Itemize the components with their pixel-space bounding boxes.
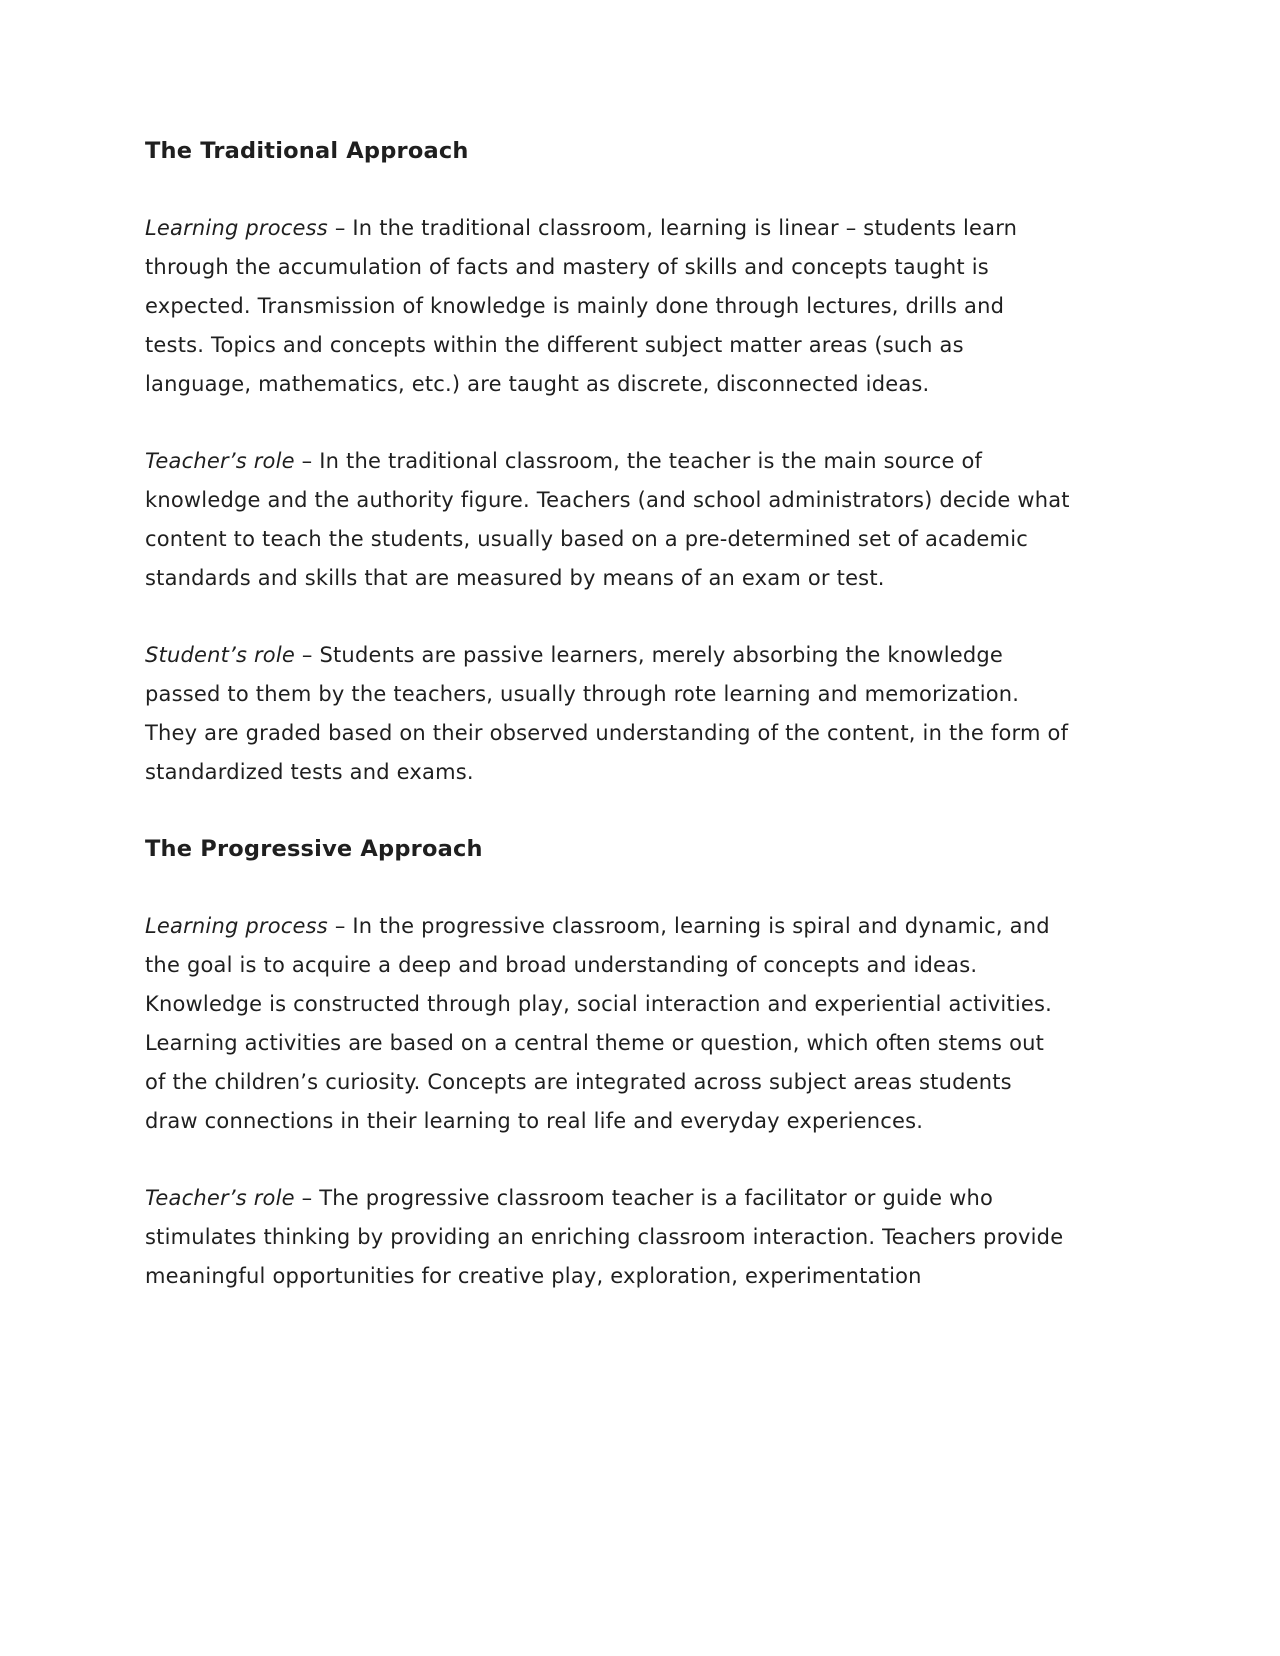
paragraph-text: – The progressive classroom teacher is a facilitator or guide who stimulates thinking by providing an enriching classroom interaction. Teachers provide meaningful opportunities for creative play, exploration, experimentation xyxy=(145,1186,1064,1288)
paragraph-text: – In the traditional classroom, learning is linear – students learn through the accumulation of facts and mastery of skills and concepts taught is expected. Transmission of knowledge is mainly done through lectures, drills and tests. Topics and concepts within the different subject matter areas (such as language, mathematics, etc.) are taught as discrete, disconnected ideas. xyxy=(145,216,1018,396)
paragraph-text: – Students are passive learners, merely absorbing the knowledge passed to them by the teachers, usually through rote learning and memorization. They are graded based on their observed understanding of the content, in the form of standardized tests and exams. xyxy=(145,643,1069,784)
paragraph-progressive-learning-process xyxy=(145,907,1070,1141)
section-heading-traditional-approach: The Traditional Approach xyxy=(145,138,469,164)
paragraph-text: – In the traditional classroom, the teacher is the main source of knowledge and the authority figure. Teachers (and school administrators) decide what content to teach the students, usually based on a pre-determined set of academic standards and skills that are measured by means of an exam or test. xyxy=(145,449,1070,590)
paragraph-lead-students-role: Student’s role xyxy=(145,643,295,667)
section-heading-progressive-approach: The Progressive Approach xyxy=(145,836,483,862)
paragraph-text: – In the progressive classroom, learning is spiral and dynamic, and the goal is to acquire a deep and broad understanding of concepts and ideas. Knowledge is constructed through play, social interaction and experiential activities. Learning activities are based on a central theme or question, which often stems out of the children’s curiosity. Concepts are integrated across subject areas students draw connections in their learning to real life and everyday experiences. xyxy=(145,914,1052,1133)
paragraph-traditional-teachers-role xyxy=(145,442,1070,598)
paragraph-lead-learning-process: Learning process xyxy=(145,216,328,240)
paragraph-lead-teachers-role: Teacher’s role xyxy=(145,1186,295,1210)
paragraph-traditional-learning-process xyxy=(145,209,1070,404)
paragraph-traditional-students-role xyxy=(145,636,1070,792)
paragraph-progressive-teachers-role xyxy=(145,1179,1070,1296)
paragraph-lead-learning-process: Learning process xyxy=(145,914,328,938)
paragraph-lead-teachers-role: Teacher’s role xyxy=(145,449,295,473)
